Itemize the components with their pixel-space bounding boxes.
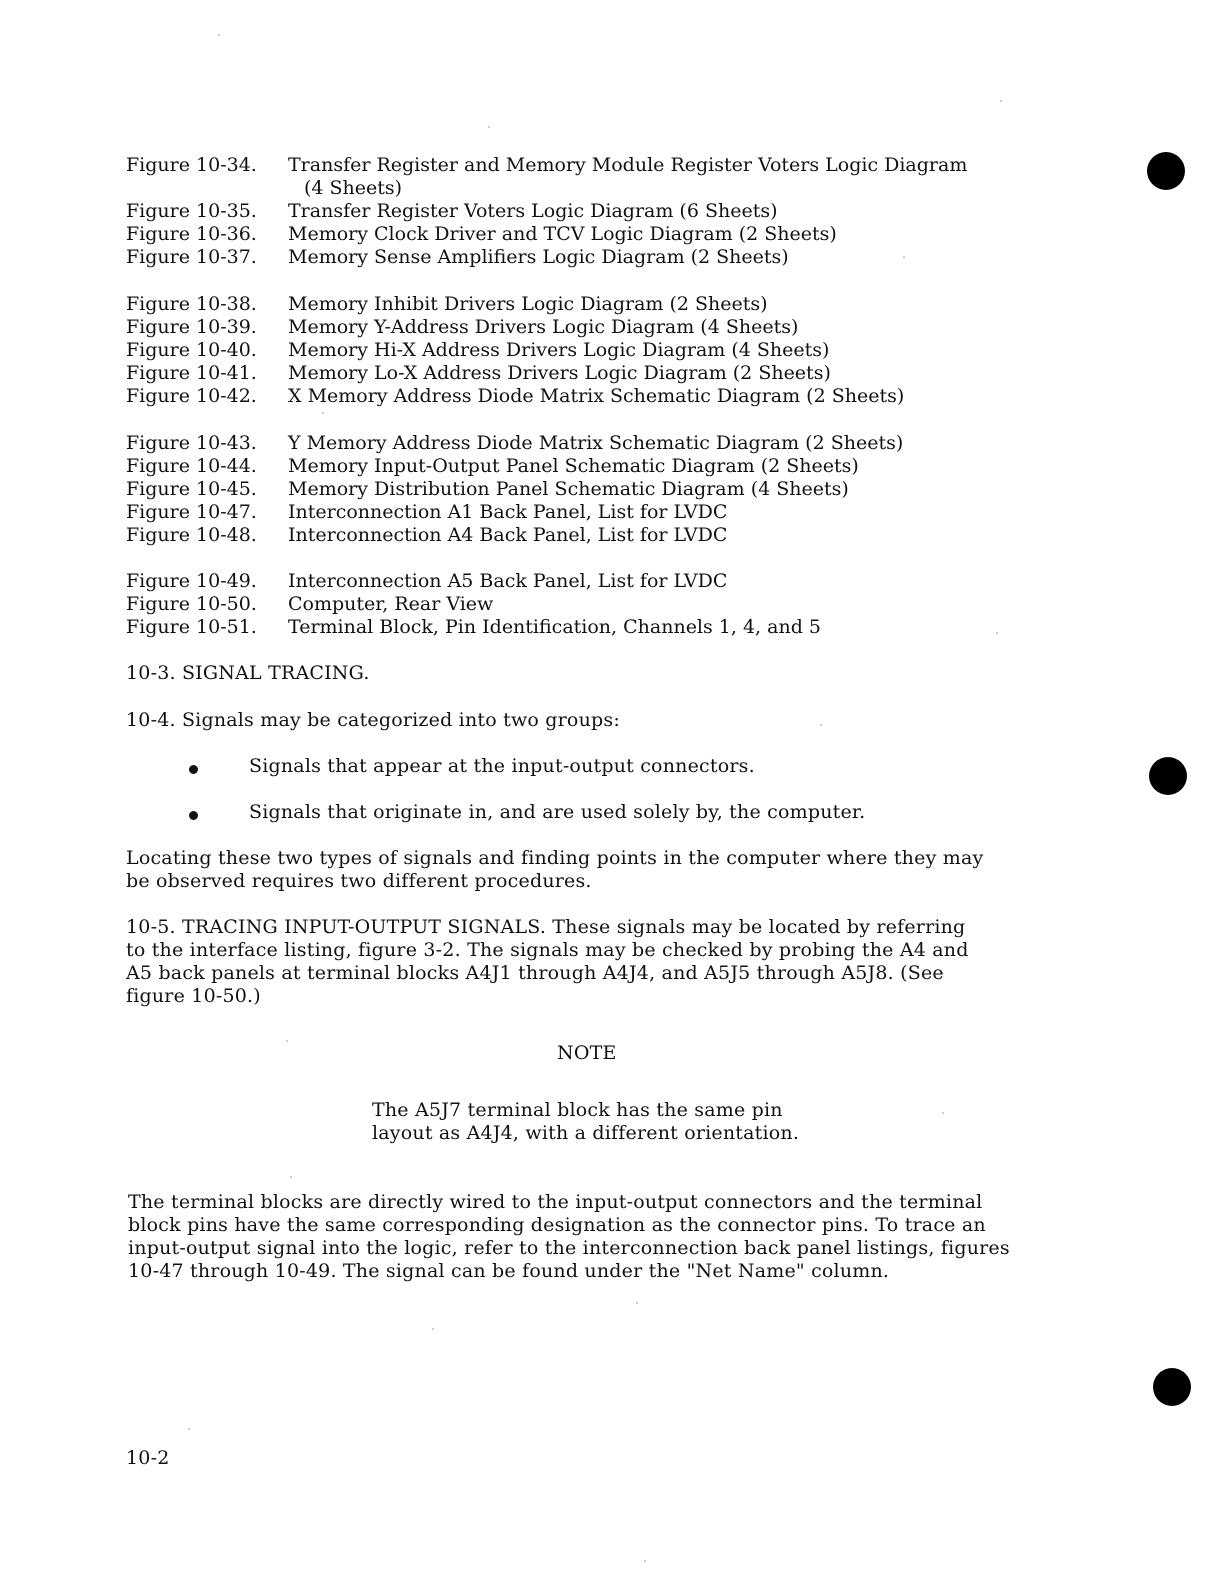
scan-speck <box>820 724 822 726</box>
scan-speck <box>636 1302 638 1304</box>
figure-number: Figure 10-51. <box>126 616 257 638</box>
bullet-item: Signals that originate in, and are used solely by, the computer. <box>249 801 866 823</box>
bullet-icon <box>189 765 198 774</box>
figure-number: Figure 10-36. <box>126 223 257 245</box>
figure-title: Memory Inhibit Drivers Logic Diagram (2 Sheets) <box>288 293 768 315</box>
page-number: 10-2 <box>126 1447 170 1469</box>
paragraph-line: figure 10-50.) <box>126 985 261 1007</box>
figure-title: Memory Hi-X Address Drivers Logic Diagram (4 Sheets) <box>288 339 830 361</box>
paragraph-line: be observed requires two different procedures. <box>126 870 592 892</box>
scan-speck <box>286 1040 288 1042</box>
scan-speck <box>996 632 998 634</box>
bullet-icon <box>189 811 198 820</box>
figure-number: Figure 10-45. <box>126 478 257 500</box>
paragraph-line: 10-47 through 10-49. The signal can be found under the "Net Name" column. <box>128 1260 890 1282</box>
scan-speck <box>218 34 220 36</box>
note-line: layout as A4J4, with a different orientation. <box>372 1122 800 1144</box>
figure-number: Figure 10-37. <box>126 246 257 268</box>
figure-title-continued: (4 Sheets) <box>304 177 403 199</box>
figure-title: Memory Clock Driver and TCV Logic Diagram (2 Sheets) <box>288 223 837 245</box>
figure-title: Interconnection A1 Back Panel, List for LVDC <box>288 501 728 523</box>
note-line: The A5J7 terminal block has the same pin <box>372 1099 783 1121</box>
figure-number: Figure 10-48. <box>126 524 257 546</box>
paragraph-line: input-output signal into the logic, refer to the interconnection back panel listings, figures <box>128 1237 1010 1259</box>
scan-speck <box>188 1428 190 1430</box>
figure-title: Transfer Register Voters Logic Diagram (6 Sheets) <box>288 200 778 222</box>
figure-number: Figure 10-47. <box>126 501 257 523</box>
paragraph-line: 10-5. TRACING INPUT-OUTPUT SIGNALS. These signals may be located by referring <box>126 916 966 938</box>
figure-title: Memory Input-Output Panel Schematic Diagram (2 Sheets) <box>288 455 859 477</box>
figure-title: Memory Sense Amplifiers Logic Diagram (2 Sheets) <box>288 246 789 268</box>
paragraph-line: The terminal blocks are directly wired to the input-output connectors and the terminal <box>128 1191 983 1213</box>
figure-number: Figure 10-50. <box>126 593 257 615</box>
paragraph-line: A5 back panels at terminal blocks A4J1 through A4J4, and A5J5 through A5J8. (See <box>126 962 944 984</box>
paragraph-line: block pins have the same corresponding designation as the connector pins. To trace an <box>128 1214 986 1236</box>
note-heading: NOTE <box>557 1042 617 1064</box>
figure-number: Figure 10-40. <box>126 339 257 361</box>
figure-title: Transfer Register and Memory Module Register Voters Logic Diagram <box>288 154 968 176</box>
section-heading-signal-tracing: 10-3. SIGNAL TRACING. <box>126 662 370 684</box>
figure-title: X Memory Address Diode Matrix Schematic Diagram (2 Sheets) <box>288 385 905 407</box>
binder-hole-middle <box>1149 757 1187 795</box>
figure-number: Figure 10-44. <box>126 455 257 477</box>
figure-title: Memory Lo-X Address Drivers Logic Diagram (2 Sheets) <box>288 362 831 384</box>
paragraph-line: to the interface listing, figure 3-2. The signals may be checked by probing the A4 and <box>126 939 969 961</box>
binder-hole-bottom <box>1153 1368 1191 1406</box>
figure-number: Figure 10-38. <box>126 293 257 315</box>
figure-number: Figure 10-42. <box>126 385 257 407</box>
bullet-item: Signals that appear at the input-output connectors. <box>249 755 755 777</box>
figure-number: Figure 10-49. <box>126 570 257 592</box>
figure-number: Figure 10-35. <box>126 200 257 222</box>
scan-speck <box>903 256 905 258</box>
scan-speck <box>1000 100 1002 102</box>
scan-speck <box>432 1328 434 1330</box>
figure-number: Figure 10-41. <box>126 362 257 384</box>
binder-hole-top <box>1147 152 1185 190</box>
figure-title: Terminal Block, Pin Identification, Channels 1, 4, and 5 <box>288 616 821 638</box>
paragraph-line: Locating these two types of signals and finding points in the computer where they may <box>126 847 984 869</box>
figure-number: Figure 10-43. <box>126 432 257 454</box>
scan-speck <box>644 1560 646 1562</box>
figure-title: Memory Distribution Panel Schematic Diagram (4 Sheets) <box>288 478 849 500</box>
figure-title: Interconnection A4 Back Panel, List for LVDC <box>288 524 728 546</box>
figure-title: Interconnection A5 Back Panel, List for LVDC <box>288 570 728 592</box>
scan-speck <box>290 1176 292 1178</box>
scan-speck <box>488 126 490 128</box>
figure-number: Figure 10-39. <box>126 316 257 338</box>
figure-title: Computer, Rear View <box>288 593 494 615</box>
paragraph-10-4: 10-4. Signals may be categorized into two groups: <box>126 709 620 731</box>
scan-speck <box>942 1112 944 1114</box>
figure-number: Figure 10-34. <box>126 154 257 176</box>
figure-title: Memory Y-Address Drivers Logic Diagram (4 Sheets) <box>288 316 799 338</box>
figure-title: Y Memory Address Diode Matrix Schematic Diagram (2 Sheets) <box>288 432 904 454</box>
scan-speck <box>322 412 324 414</box>
